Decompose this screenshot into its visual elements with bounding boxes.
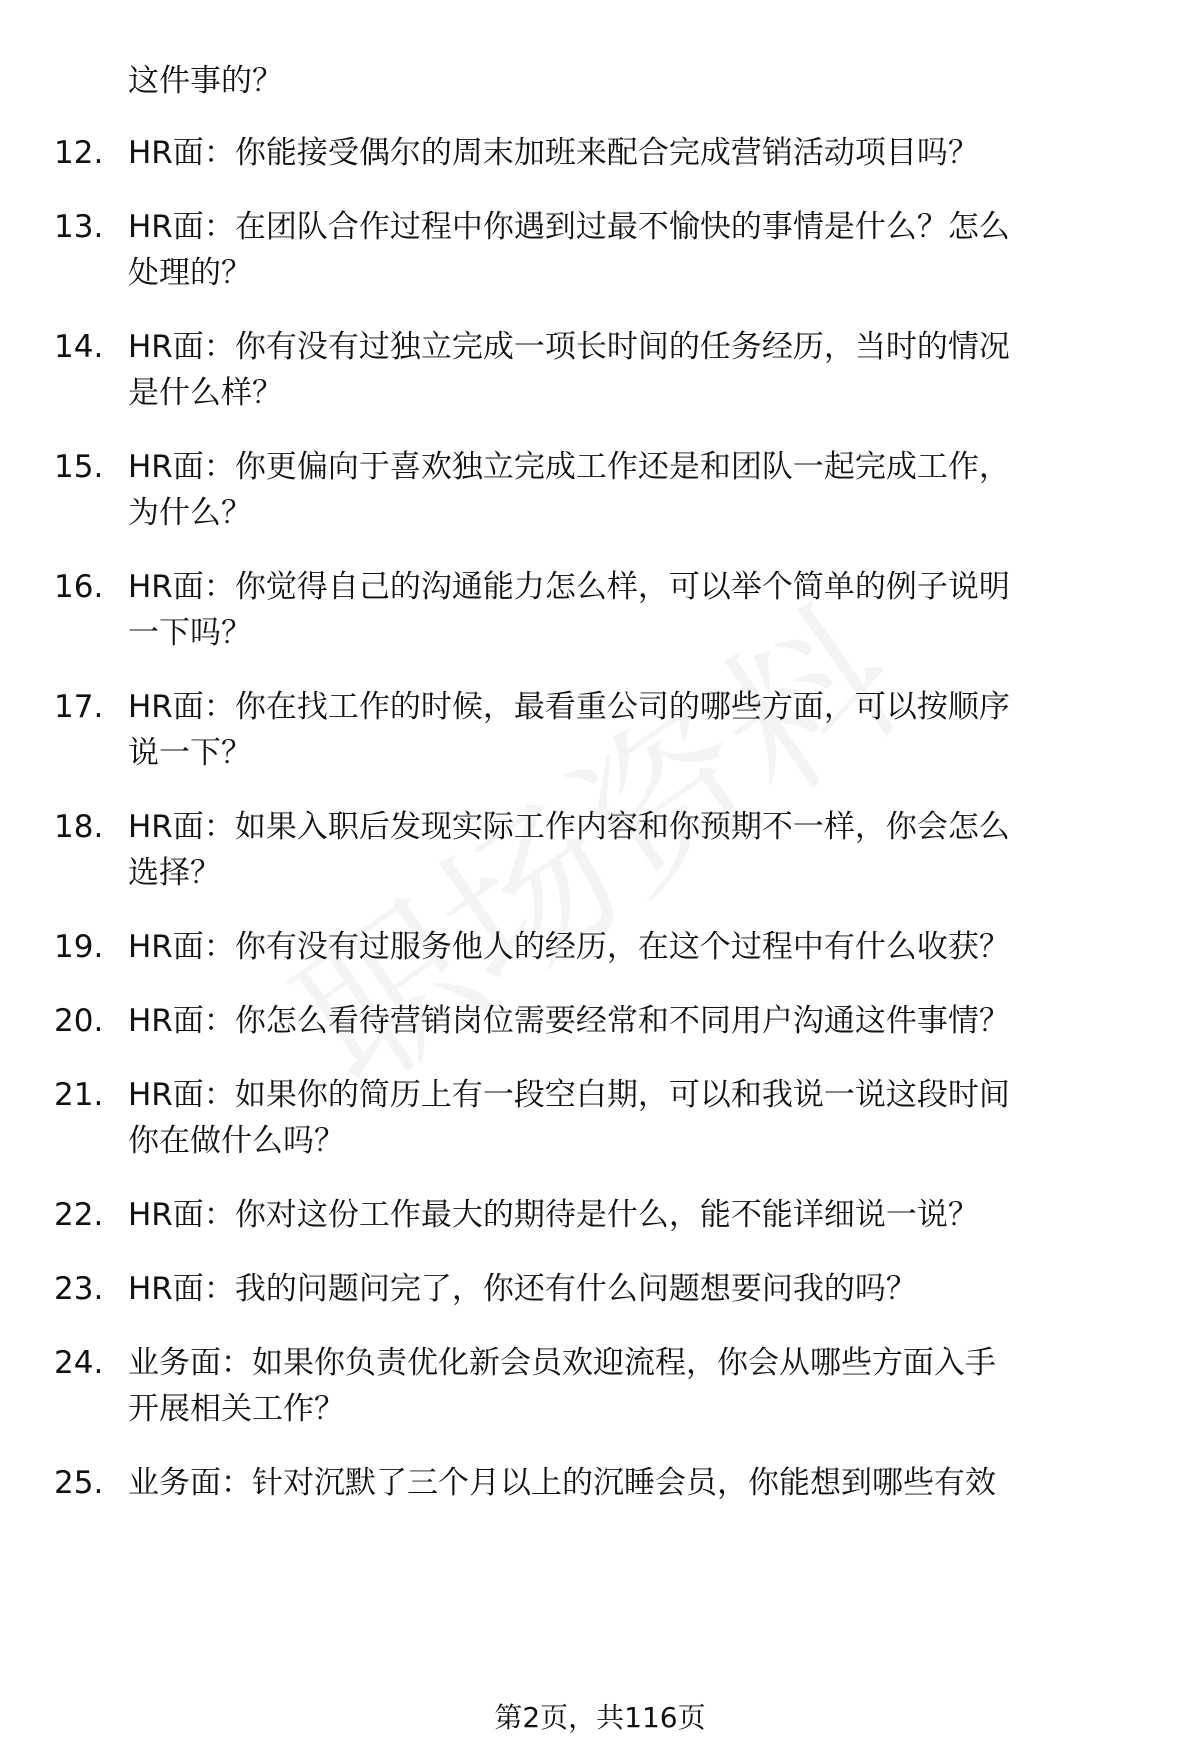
question-text: HR面：我的问题问完了，你还有什么问题想要问我的吗？: [128, 1271, 917, 1307]
question-item-17: [54, 684, 1154, 776]
question-item-22: [54, 1192, 1154, 1238]
question-number: 18.: [54, 809, 104, 845]
question-item-24: [54, 1340, 1154, 1432]
question-number: 23.: [54, 1271, 104, 1307]
question-number: 20.: [54, 1003, 104, 1039]
page-footer: 第2页，共116页: [494, 1701, 706, 1734]
question-number: 24.: [54, 1345, 104, 1381]
question-text: HR面：你对这份工作最大的期待是什么，能不能详细说一说？: [128, 1197, 979, 1233]
question-item-18: [54, 804, 1154, 896]
question-text: 业务面：如果你负责优化新会员欢迎流程，你会从哪些方面入手 开展相关工作？: [128, 1345, 996, 1427]
previous-question-continuation: 这件事的？: [128, 63, 283, 99]
question-item-13: [54, 204, 1154, 296]
question-number: 22.: [54, 1197, 104, 1233]
question-text: HR面：如果你的简历上有一段空白期，可以和我说一说这段时间 你在做什么吗？: [128, 1077, 1010, 1159]
question-item-12: [54, 130, 1154, 176]
question-text: HR面：如果入职后发现实际工作内容和你预期不一样，你会怎么 选择？: [128, 809, 1010, 891]
question-number: 17.: [54, 689, 104, 725]
question-number: 14.: [54, 329, 104, 365]
question-number: 25.: [54, 1465, 104, 1501]
question-text: HR面：你觉得自己的沟通能力怎么样，可以举个简单的例子说明 一下吗？: [128, 569, 1010, 651]
question-item-14: [54, 324, 1154, 416]
question-text: 业务面：针对沉默了三个月以上的沉睡会员，你能想到哪些有效: [128, 1465, 996, 1501]
question-text: HR面：你能接受偶尔的周末加班来配合完成营销活动项目吗？: [128, 135, 979, 171]
question-item-19: [54, 924, 1154, 970]
question-text: HR面：你有没有过独立完成一项长时间的任务经历，当时的情况 是什么样？: [128, 329, 1010, 411]
question-text: HR面：你有没有过服务他人的经历，在这个过程中有什么收获？: [128, 929, 1010, 965]
question-number: 13.: [54, 209, 104, 245]
question-text: HR面：你更偏向于喜欢独立完成工作还是和团队一起完成工作， 为什么？: [128, 449, 1010, 531]
question-text: HR面：在团队合作过程中你遇到过最不愉快的事情是什么？怎么 处理的？: [128, 209, 1010, 291]
question-number: 12.: [54, 135, 104, 171]
question-item-25: [54, 1460, 1154, 1506]
question-item-23: [54, 1266, 1154, 1312]
question-number: 19.: [54, 929, 104, 965]
question-number: 15.: [54, 449, 104, 485]
question-item-16: [54, 564, 1154, 656]
question-text: HR面：你在找工作的时候，最看重公司的哪些方面，可以按顺序 说一下？: [128, 689, 1010, 771]
question-item-15: [54, 444, 1154, 536]
question-text: HR面：你怎么看待营销岗位需要经常和不同用户沟通这件事情？: [128, 1003, 1010, 1039]
question-number: 16.: [54, 569, 104, 605]
question-number: 21.: [54, 1077, 104, 1113]
question-item-20: [54, 998, 1154, 1044]
question-item-21: [54, 1072, 1154, 1164]
